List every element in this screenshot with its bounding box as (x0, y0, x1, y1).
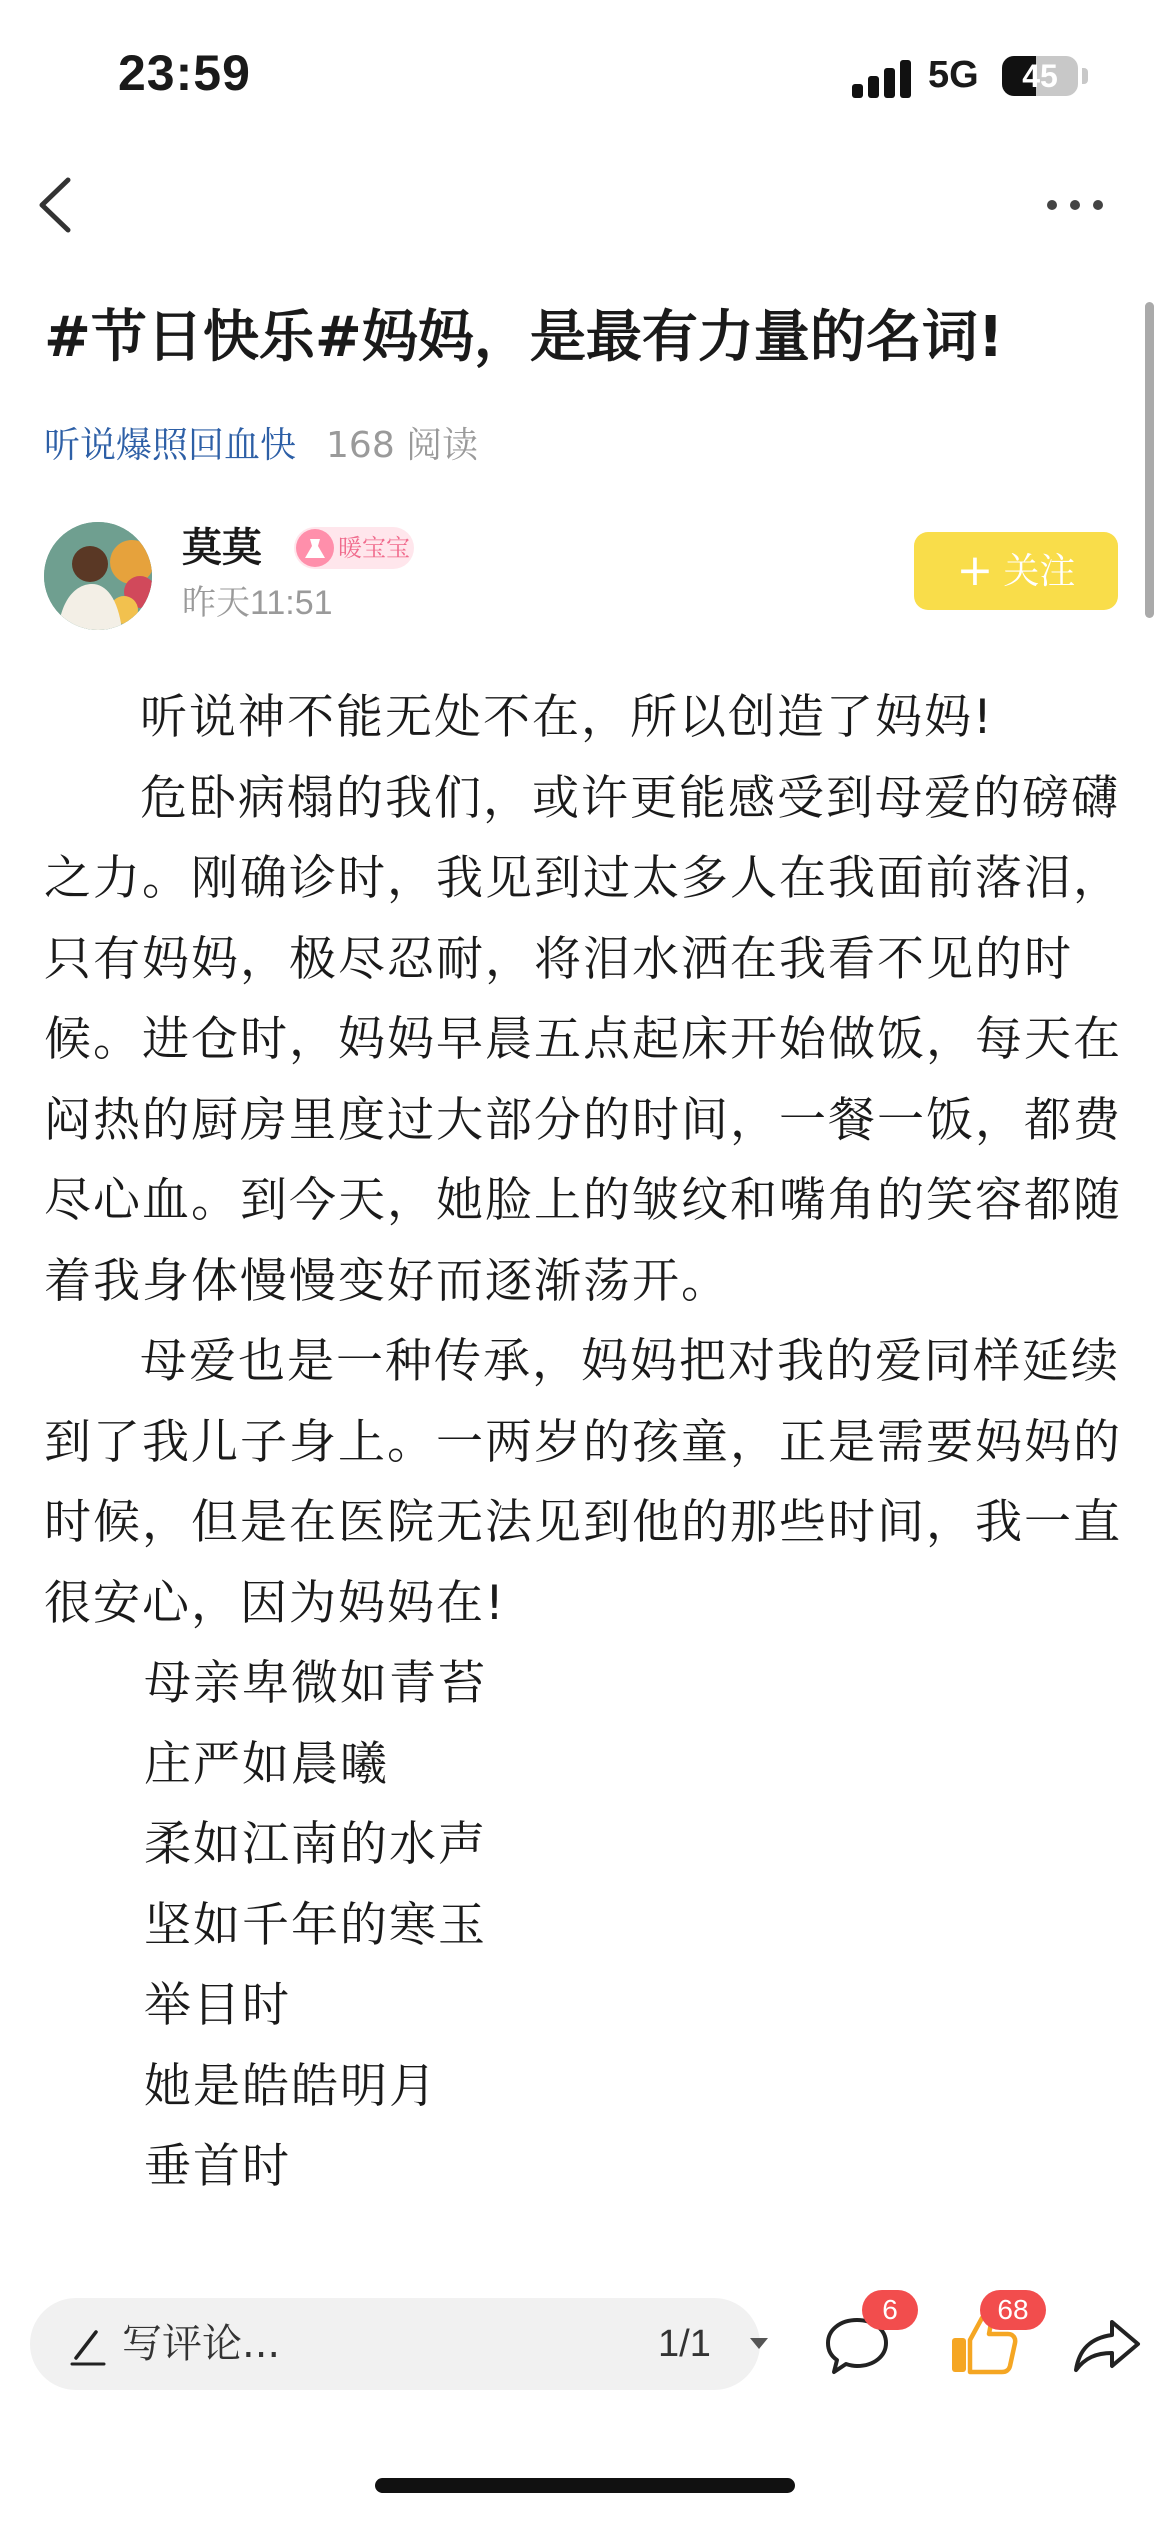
poem-line: 垂首时 (144, 2139, 291, 2194)
article-paragraph: 母爱也是一种传承，妈妈把对我的爱同样延续到了我儿子身上。一两岁的孩童，正是需要妈妈的时候，但是在医院无法见到他的那些时间，我一直很安心，因为妈妈在! (44, 1334, 1122, 1631)
status-time: 23:59 (118, 45, 251, 101)
share-button[interactable] (1070, 2310, 1144, 2380)
author-avatar[interactable] (44, 522, 152, 630)
article-body (44, 678, 1130, 2208)
battery-icon (1002, 56, 1078, 96)
follow-button[interactable] (914, 532, 1118, 610)
post-meta (44, 420, 478, 472)
pen-icon (66, 2324, 110, 2368)
badge-label: 暖宝宝 (338, 534, 410, 562)
caret-down-icon (750, 2338, 768, 2349)
poem-line: 坚如千年的寒玉 (144, 1897, 487, 1953)
more-button[interactable] (1040, 180, 1110, 230)
chevron-left-icon (28, 170, 88, 240)
battery-level: 45 (1022, 58, 1058, 94)
status-bar (0, 0, 1170, 150)
scrollbar[interactable] (1145, 302, 1154, 618)
article-paragraph: 危卧病榻的我们，或许更能感受到母爱的磅礴之力。刚确诊时，我见到过太多人在我面前落泪，只有妈妈，极尽忍耐，将泪水洒在我看不见的时候。进仓时，妈妈早晨五点起床开始做饭，每天在闷热的厨房里度过大部分的时间，一餐一饭，都费尽心血。到今天，她脸上的皱纹和嘴角的笑容都随着我身体慢慢变好而逐渐荡开。 (44, 770, 1122, 1309)
author-name[interactable]: 莫莫 (182, 525, 262, 571)
channel-link[interactable]: 听说爆照回血快 (44, 425, 297, 466)
follow-label: 关注 (1003, 551, 1076, 592)
article-lead: 听说神不能无处不在，所以创造了妈妈! (140, 690, 994, 745)
home-indicator[interactable] (375, 2478, 795, 2493)
post-time: 昨天11:51 (182, 584, 333, 622)
poem-line: 母亲卑微如青苔 (144, 1656, 487, 1711)
poem-line: 举目时 (144, 1978, 291, 2033)
comment-placeholder: 写评论... (122, 2321, 281, 2367)
plus-icon: + (956, 545, 994, 596)
avatar-image (44, 522, 152, 630)
page-indicator[interactable]: 1/1 (658, 2323, 711, 2365)
author-badge[interactable] (294, 527, 414, 569)
read-count: 168 阅读 (326, 425, 479, 466)
like-count-badge: 68 (980, 2290, 1046, 2330)
poem-line: 她是皓皓明月 (144, 2058, 438, 2114)
back-button[interactable] (28, 170, 88, 240)
share-arrow-icon (1070, 2310, 1144, 2380)
badge-dress-icon (296, 529, 334, 567)
network-type: 5G (928, 54, 979, 96)
poem-line: 柔如江南的水声 (144, 1817, 487, 1872)
comment-count-badge: 6 (862, 2290, 918, 2330)
cellular-signal-icon (852, 58, 912, 98)
poem-line: 庄严如晨曦 (144, 1736, 389, 1792)
post-title: #节日快乐#妈妈，是最有力量的名词! (44, 305, 1004, 370)
more-horizontal-icon (1040, 180, 1110, 230)
battery-tip (1082, 68, 1088, 84)
comment-input[interactable] (30, 2298, 760, 2390)
